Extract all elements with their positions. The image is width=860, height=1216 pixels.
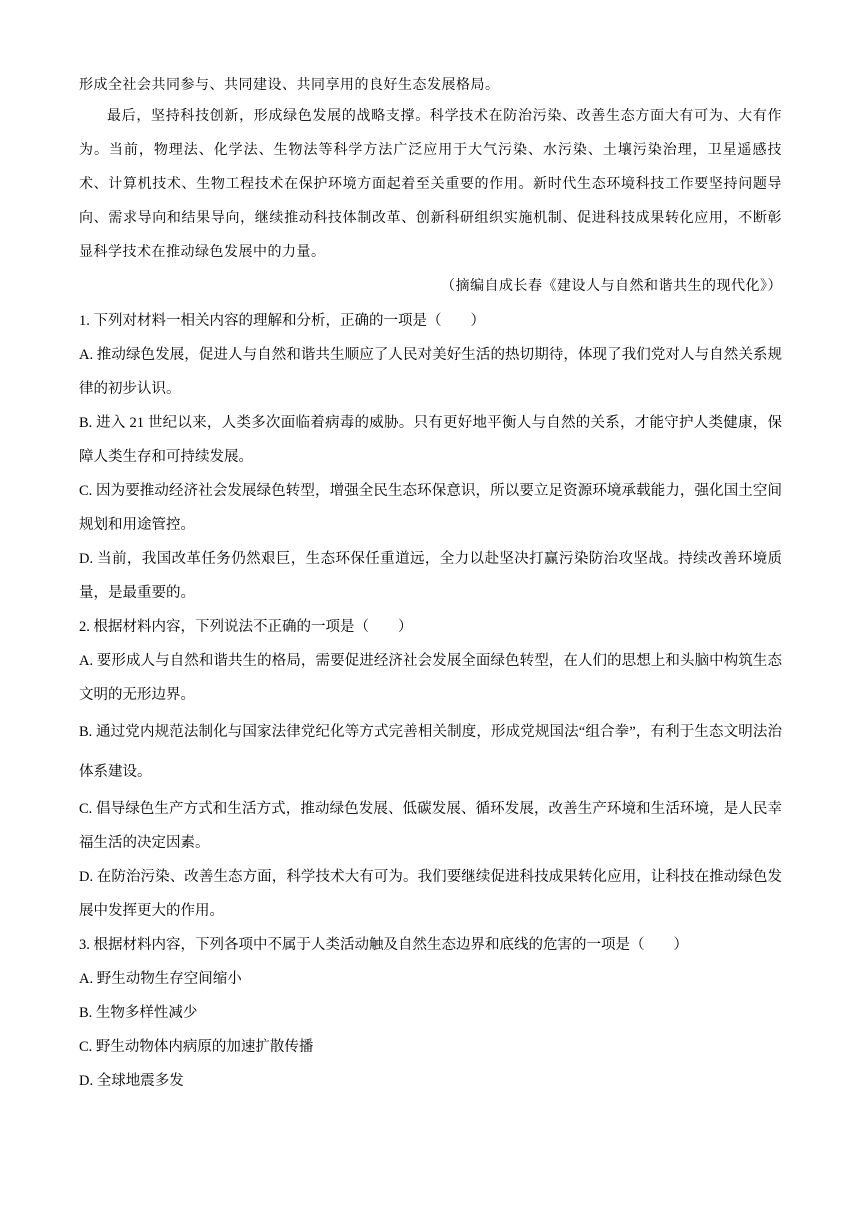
question-option: C. 因为要推动经济社会发展绿色转型，增强全民生态环保意识，所以要立足资源环境承载能力，强化国土空间规划和用途管控。 [79,483,782,533]
question-stem: 3. 根据材料内容，下列各项中不属于人类活动触及自然生态边界和底线的危害的一项是（ ） [79,937,688,953]
question-2 [79,610,782,928]
question-option: D. 全球地震多发 [79,1073,184,1089]
question-option: B. 通过党内规范法制化与国家法律党纪化等方式完善相关制度，形成党规国法“组合拳”，有利于生态文明法治体系建设。 [79,724,782,780]
passage-first-line: 形成全社会共同参与、共同建设、共同享用的良好生态发展格局。 [79,77,500,93]
question-option: C. 野生动物体内病原的加速扩散传播 [79,1039,314,1055]
question-option: C. 倡导绿色生产方式和生活方式，推动绿色发展、低碳发展、循环发展，改善生产环境和生活环境，是人民幸福生活的决定因素。 [79,801,782,851]
question-1 [79,304,782,610]
question-list [79,304,782,1098]
question-stem: 1. 下列对材料一相关内容的理解和分析，正确的一项是（ ） [79,313,485,329]
question-option: A. 野生动物生存空间缩小 [79,971,242,987]
question-3 [79,928,782,1098]
question-option: D. 当前，我国改革任务仍然艰巨，生态环保任重道远，全力以赴坚决打赢污染防治攻坚战。持续改善环境质量，是最重要的。 [79,551,782,601]
question-option: D. 在防治污染、改善生态方面，科学技术大有可为。我们要继续促进科技成果转化应用，让科技在推动绿色发展中发挥更大的作用。 [79,869,782,919]
question-option: B. 进入 21 世纪以来，人类多次面临着病毒的威胁。只有更好地平衡人与自然的关系，才能守护人类健康，保障人类生存和可持续发展。 [79,415,782,465]
question-option: B. 生物多样性减少 [79,1005,198,1021]
question-stem: 2. 根据材料内容，下列说法不正确的一项是（ ） [79,619,413,635]
passage-source: （摘编自成长春《建设人与自然和谐共生的现代化》） [441,278,782,294]
question-option: A. 要形成人与自然和谐共生的格局，需要促进经济社会发展全面绿色转型，在人们的思想上和头脑中构筑生态文明的无形边界。 [79,653,782,703]
passage-paragraph: 最后，坚持科技创新，形成绿色发展的战略支撑。科学技术在防治污染、改善生态方面大有可为、大有作为。当前，物理法、化学法、生物法等科学方法广泛应用于大气污染、水污染、土壤污染治理，卫星遥感技术、计算机技术、生物工程技术在保护环境方面起着至关重要的作用。新时代生态环境科技工作要坚持问题导向、需求导向和结果导向，继续推动科技体制改革、创新科研组织实施机制、促进科技成果转化应用，不断彰显科学技术在推动绿色发展中的力量。 [79,108,782,260]
question-option: A. 推动绿色发展，促进人与自然和谐共生顺应了人民对美好生活的热切期待，体现了我们党对人与自然关系规律的初步认识。 [79,347,782,397]
